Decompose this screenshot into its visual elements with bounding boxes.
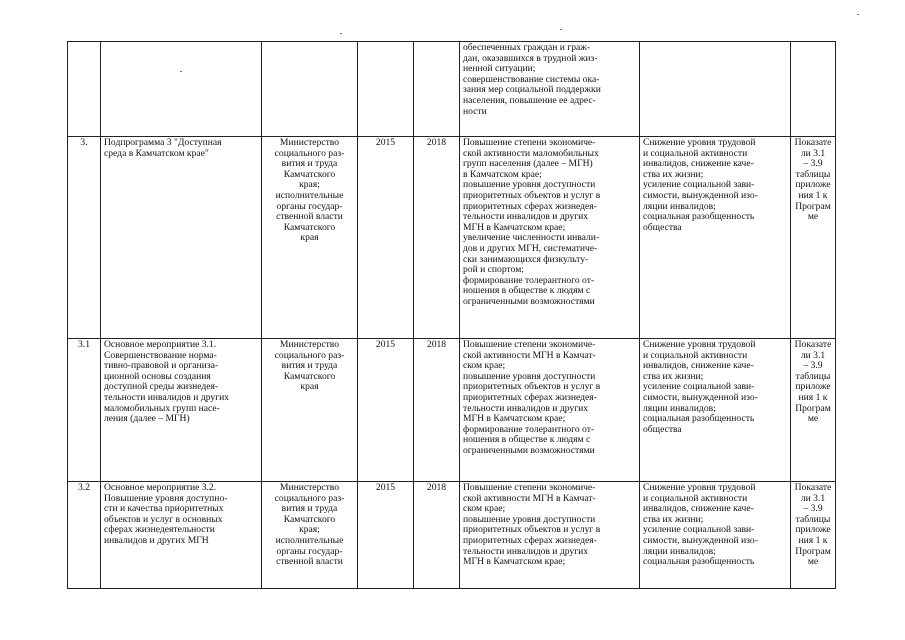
scan-speck bbox=[560, 29, 562, 30]
end-year-text: 2018 bbox=[426, 137, 447, 148]
row-number-text: 3.2 bbox=[78, 482, 90, 493]
table-row bbox=[68, 137, 836, 339]
start-year-text: 2015 bbox=[375, 482, 396, 493]
executor-text: Министерство социального раз- вития и труда Камчатского края bbox=[274, 339, 345, 393]
non-implementation-consequences-cell bbox=[640, 137, 791, 339]
measure-name-text: Подпрограмма 3 "Доступная среда в Камчатском крае" bbox=[104, 137, 222, 159]
end-year-text: 2018 bbox=[426, 339, 447, 350]
indicator-link-text: Показатели 3.1 – 3.9 таблицы приложения 1 к Программе bbox=[794, 137, 832, 223]
measure-name-cell bbox=[101, 42, 262, 137]
row-number-cell bbox=[68, 42, 101, 137]
executor-cell bbox=[262, 482, 358, 589]
row-number-cell bbox=[68, 137, 101, 339]
expected-results-text: Повышение степени экономиче- ской активности маломобильных групп населения (далее – МГН) в Камчатском крае; повышение уровня доступности приоритетных объектов и услуг в приоритетных сферах жизнедея- тельности инвалидов и других МГН в Камчатском крае; увеличение численности инвали- дов и других МГН, систематиче- ски занимающихся физкульту- рой и спортом; формирование толерантного от- ношения в обществе к людям с ограниченными возможностями bbox=[463, 137, 601, 307]
scan-speck bbox=[857, 14, 859, 15]
table-row bbox=[68, 482, 836, 589]
non-implementation-consequences-text: Снижение уровня трудовой и социальной активности инвалидов, снижение каче- ства их жизни; усиление социальной зави- симости, вынужденной изо- ляции инвалидов; социальная разобщенность общества bbox=[643, 137, 758, 233]
end-year-cell bbox=[414, 137, 460, 339]
executor-cell bbox=[262, 137, 358, 339]
end-year-cell bbox=[414, 42, 460, 137]
program-measures-table bbox=[67, 41, 836, 589]
measure-name-cell bbox=[101, 137, 262, 339]
start-year-text: 2015 bbox=[375, 339, 396, 350]
indicator-link-cell bbox=[791, 339, 836, 482]
non-implementation-consequences-cell bbox=[640, 339, 791, 482]
expected-results-cell bbox=[460, 137, 640, 339]
row-number-cell bbox=[68, 339, 101, 482]
start-year-cell bbox=[358, 482, 414, 589]
expected-results-cell bbox=[460, 482, 640, 589]
end-year-cell bbox=[414, 482, 460, 589]
row-number-cell bbox=[68, 482, 101, 589]
row-number-text: 3.1 bbox=[78, 339, 90, 350]
row-number-text: 3. bbox=[80, 137, 88, 148]
expected-results-cell bbox=[460, 339, 640, 482]
non-implementation-consequences-text: Снижение уровня трудовой и социальной активности инвалидов, снижение каче- ства их жизни; усиление социальной зави- симости, вынужденной изо- ляции инвалидов; социальная разобщенность общества bbox=[643, 339, 758, 435]
executor-cell bbox=[262, 339, 358, 482]
indicator-link-text: Показатели 3.1 – 3.9 таблицы приложения 1 к Программе bbox=[794, 339, 832, 425]
indicator-link-cell bbox=[791, 137, 836, 339]
expected-results-text: Повышение степени экономиче- ской активности МГН в Камчат- ском крае; повышение уровня доступности приоритетных объектов и услуг в приоритетных сферах жизнедея- тельности инвалидов и других МГН в Камчатском крае; bbox=[463, 482, 601, 568]
measure-name-cell bbox=[101, 339, 262, 482]
expected-results-cell bbox=[460, 42, 640, 137]
start-year-cell bbox=[358, 137, 414, 339]
end-year-text: 2018 bbox=[426, 482, 447, 493]
indicator-link-text: Показатели 3.1 – 3.9 таблицы приложения 1 к Программе bbox=[794, 482, 832, 568]
start-year-text: 2015 bbox=[375, 137, 396, 148]
executor-cell bbox=[262, 42, 358, 137]
indicator-link-cell bbox=[791, 42, 836, 137]
start-year-cell bbox=[358, 339, 414, 482]
measure-name-cell bbox=[101, 482, 262, 589]
start-year-cell bbox=[358, 42, 414, 137]
non-implementation-consequences-cell bbox=[640, 482, 791, 589]
executor-text: Министерство социального раз- вития и труда Камчатского края; исполнительные органы государ- ственной власти Камчатского края bbox=[274, 137, 345, 244]
measure-name-text: Основное мероприятие 3.1. Совершенствование норма- тивно-правовой и организа- ционной основы создания доступной среды жизнедея- тельности инвалидов и других маломобильных групп насе- ления (далее – МГН) bbox=[104, 339, 230, 425]
executor-text: Министерство социального раз- вития и труда Камчатского края; исполнительные органы государ- ственной власти bbox=[274, 482, 345, 568]
expected-results-text: Повышение степени экономиче- ской активности МГН в Камчат- ском крае; повышение уровня доступности приоритетных объектов и услуг в приоритетных сферах жизнедея- тельности инвалидов и других МГН в Камчатском крае; формирование толерантного от- ношения в обществе к людям с ограниченными возможностями bbox=[463, 339, 601, 456]
non-implementation-consequences-cell bbox=[640, 42, 791, 137]
table-row bbox=[68, 42, 836, 137]
expected-results-text: обеспеченных граждан и граж- дан, оказавшихся в трудной жиз- ненной ситуации; совершенствование системы ока- зания мер социальной поддержки населения, повышение ее адрес- ности bbox=[463, 42, 601, 117]
measure-name-text: Основное мероприятие 3.2. Повышение уровня доступно- сти и качества приоритетных объектов и услуг в основных сферах жизнедеятельности инвалидов и других МГН bbox=[104, 482, 228, 546]
indicator-link-cell bbox=[791, 482, 836, 589]
end-year-cell bbox=[414, 339, 460, 482]
non-implementation-consequences-text: Снижение уровня трудовой и социальной активности инвалидов, снижение каче- ства их жизни; усиление социальной зави- симости, вынужденной изо- ляции инвалидов; социальная разобщенность bbox=[643, 482, 758, 568]
table-row bbox=[68, 339, 836, 482]
scan-speck bbox=[340, 33, 342, 34]
